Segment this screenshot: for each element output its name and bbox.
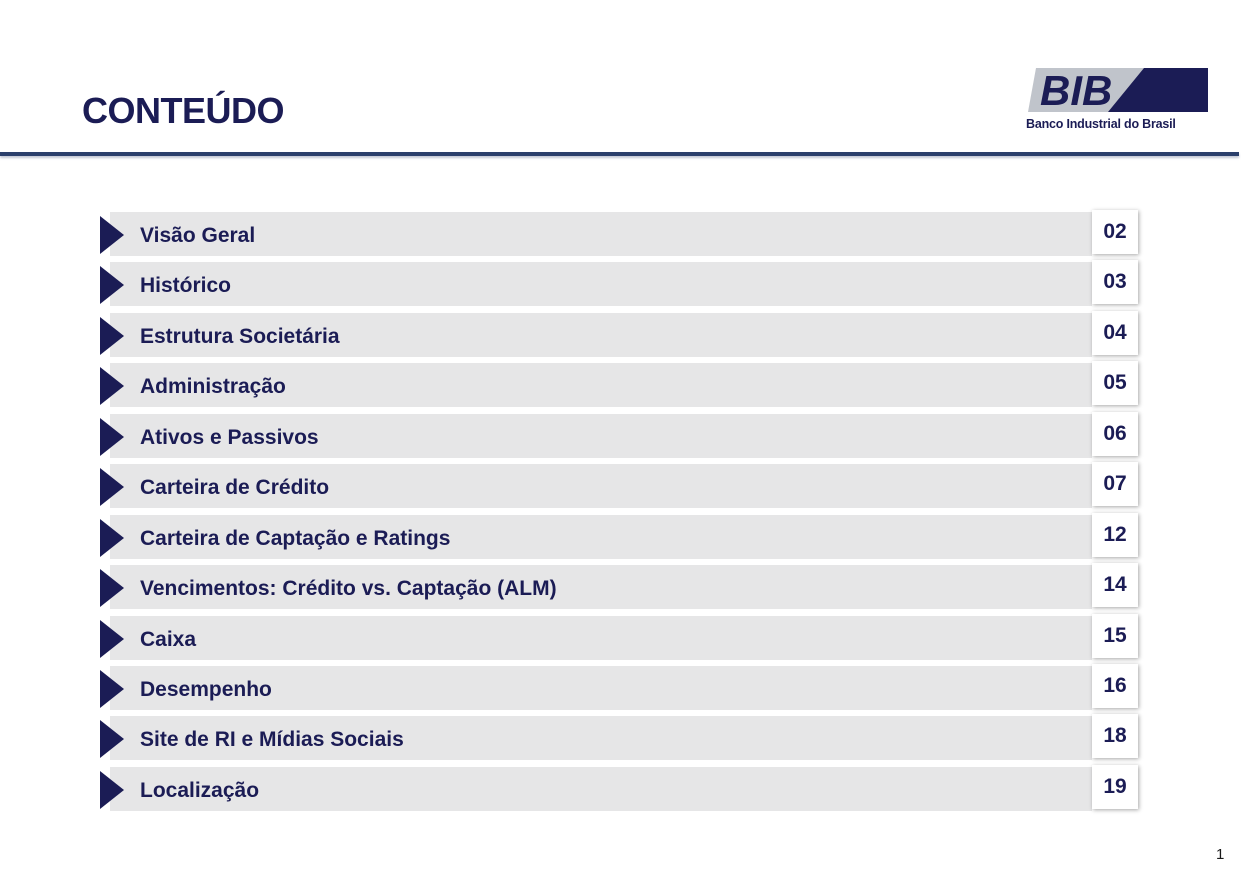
toc-item-label: Carteira de Captação e Ratings (140, 526, 451, 550)
triangle-bullet-icon (100, 367, 124, 405)
toc-item-label: Histórico (140, 274, 232, 298)
toc-item-page-number: 03 (1092, 260, 1138, 304)
triangle-bullet-icon (100, 519, 124, 557)
toc-item-page-number: 02 (1092, 210, 1138, 254)
toc-item-page-number: 14 (1092, 563, 1138, 607)
toc-item[interactable] (98, 260, 1142, 306)
toc-item[interactable] (98, 563, 1142, 609)
toc-item-label: Carteira de Crédito (140, 476, 330, 500)
toc-item-page-number: 07 (1092, 462, 1138, 506)
table-of-contents (98, 210, 1142, 815)
triangle-bullet-icon (100, 418, 124, 456)
toc-item-page-number: 16 (1092, 664, 1138, 708)
triangle-bullet-icon (100, 670, 124, 708)
toc-item-label: Estrutura Societária (140, 324, 340, 348)
toc-item-page-number: 18 (1092, 714, 1138, 758)
triangle-bullet-icon (100, 317, 124, 355)
page-title: CONTEÚDO (82, 90, 284, 131)
toc-item-page-number: 06 (1092, 412, 1138, 456)
toc-item-label: Vencimentos: Crédito vs. Captação (ALM) (140, 577, 557, 601)
triangle-bullet-icon (100, 468, 124, 506)
toc-item[interactable] (98, 714, 1142, 760)
slide-number: 1 (1216, 846, 1225, 863)
triangle-bullet-icon (100, 771, 124, 809)
toc-item-label: Desempenho (140, 677, 272, 701)
toc-item-page-number: 15 (1092, 614, 1138, 658)
toc-item-page-number: 05 (1092, 361, 1138, 405)
bib-logo (1026, 66, 1208, 136)
toc-item[interactable] (98, 513, 1142, 559)
toc-item-bar (110, 262, 1092, 306)
toc-item-bar (110, 616, 1092, 660)
toc-item[interactable] (98, 210, 1142, 256)
toc-item[interactable] (98, 462, 1142, 508)
toc-item-label: Localização (140, 778, 260, 802)
toc-item-label: Administração (140, 375, 286, 399)
toc-item[interactable] (98, 765, 1142, 811)
header-divider (0, 152, 1239, 156)
toc-item-label: Site de RI e Mídias Sociais (140, 728, 404, 752)
toc-item[interactable] (98, 664, 1142, 710)
logo-wordmark: BIB (1040, 67, 1113, 114)
toc-item-page-number: 19 (1092, 765, 1138, 809)
toc-item[interactable] (98, 614, 1142, 660)
triangle-bullet-icon (100, 720, 124, 758)
logo-tagline: Banco Industrial do Brasil (1026, 117, 1176, 131)
triangle-bullet-icon (100, 620, 124, 658)
toc-item-label: Caixa (140, 627, 197, 651)
toc-item[interactable] (98, 311, 1142, 357)
triangle-bullet-icon (100, 266, 124, 304)
toc-item-page-number: 04 (1092, 311, 1138, 355)
toc-item-label: Visão Geral (140, 224, 256, 247)
toc-item-label: Ativos e Passivos (140, 425, 319, 449)
toc-item[interactable] (98, 412, 1142, 458)
triangle-bullet-icon (100, 216, 124, 254)
bib-logo-mark (1026, 66, 1208, 114)
triangle-bullet-icon (100, 569, 124, 607)
toc-item-page-number: 12 (1092, 513, 1138, 557)
toc-item[interactable] (98, 361, 1142, 407)
toc-item-bar (110, 212, 1092, 256)
